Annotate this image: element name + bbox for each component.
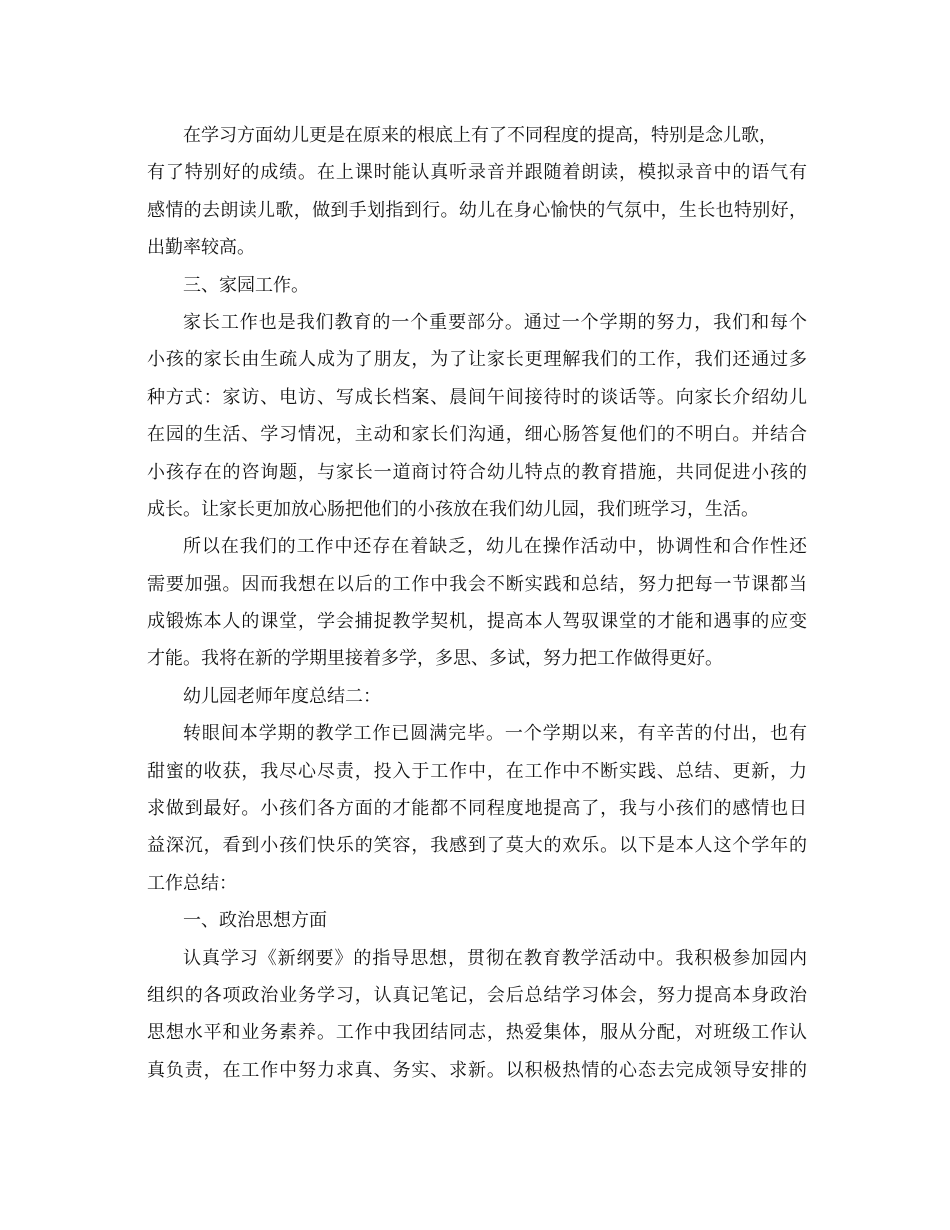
text-line: 甜蜜的收获，我尽心尽责，投入于工作中，在工作中不断实践、总结、更新，力 — [147, 760, 807, 782]
text-line: 感情的去朗读儿歌，做到手划指到行。幼儿在身心愉快的气氛中，生长也特别好， — [147, 199, 807, 221]
text-line: 组织的各项政治业务学习，认真记笔记，会后总结学习体会，努力提高本身政治 — [147, 984, 807, 1006]
text-line: 工作总结： — [147, 872, 237, 894]
text-line: 小孩的家长由生疏人成为了朋友，为了让家长更理解我们的工作，我们还通过多 — [147, 349, 807, 371]
text-line: 幼儿园老师年度总结二： — [183, 685, 381, 707]
text-line: 在园的生活、学习情况，主动和家长们沟通，细心肠答复他们的不明白。并结合 — [147, 424, 807, 446]
text-line: 成锻炼本人的课堂，学会捕捉教学契机，提高本人驾驭课堂的才能和遇事的应变 — [147, 611, 807, 633]
text-line: 认真学习《新纲要》的指导思想，贯彻在教育教学活动中。我积极参加园内 — [183, 947, 807, 969]
text-line: 一、政治思想方面 — [183, 910, 327, 932]
document-body — [147, 117, 807, 1089]
text-line: 转眼间本学期的教学工作已圆满完毕。一个学期以来，有辛苦的付出，也有 — [183, 723, 807, 745]
text-line: 需要加强。因而我想在以后的工作中我会不断实践和总结，努力把每一节课都当 — [147, 573, 807, 595]
text-line: 真负责，在工作中努力求真、务实、求新。以积极热情的心态去完成领导安排的 — [147, 1059, 807, 1081]
text-line: 在学习方面幼儿更是在原来的根底上有了不同程度的提高，特别是念儿歌， — [183, 125, 777, 146]
text-line: 益深沉，看到小孩们快乐的笑容，我感到了莫大的欢乐。以下是本人这个学年的 — [147, 835, 807, 857]
text-line: 才能。我将在新的学期里接着多学，多思、多试，努力把工作做得更好。 — [147, 648, 723, 670]
text-line: 思想水平和业务素养。工作中我团结同志，热爱集体，服从分配，对班级工作认 — [147, 1022, 807, 1044]
text-line: 有了特别好的成绩。在上课时能认真听录音并跟随着朗读，模拟录音中的语气有 — [147, 162, 807, 184]
text-line: 出勤率较高。 — [147, 237, 255, 259]
text-line: 家长工作也是我们教育的一个重要部分。通过一个学期的努力，我们和每个 — [183, 311, 807, 333]
text-line: 种方式：家访、电访、写成长档案、晨间午间接待时的谈话等。向家长介绍幼儿 — [147, 386, 807, 408]
text-line: 小孩存在的咨询题，与家长一道商讨符合幼儿特点的教育措施，共同促进小孩的 — [147, 461, 807, 483]
text-line: 成长。让家长更加放心肠把他们的小孩放在我们幼儿园，我们班学习，生活。 — [147, 498, 759, 520]
text-line: 求做到最好。小孩们各方面的才能都不同程度地提高了，我与小孩们的感情也日 — [147, 798, 807, 820]
text-line: 所以在我们的工作中还存在着缺乏，幼儿在操作活动中，协调性和合作性还 — [183, 536, 807, 558]
text-line: 三、家园工作。 — [183, 274, 309, 296]
